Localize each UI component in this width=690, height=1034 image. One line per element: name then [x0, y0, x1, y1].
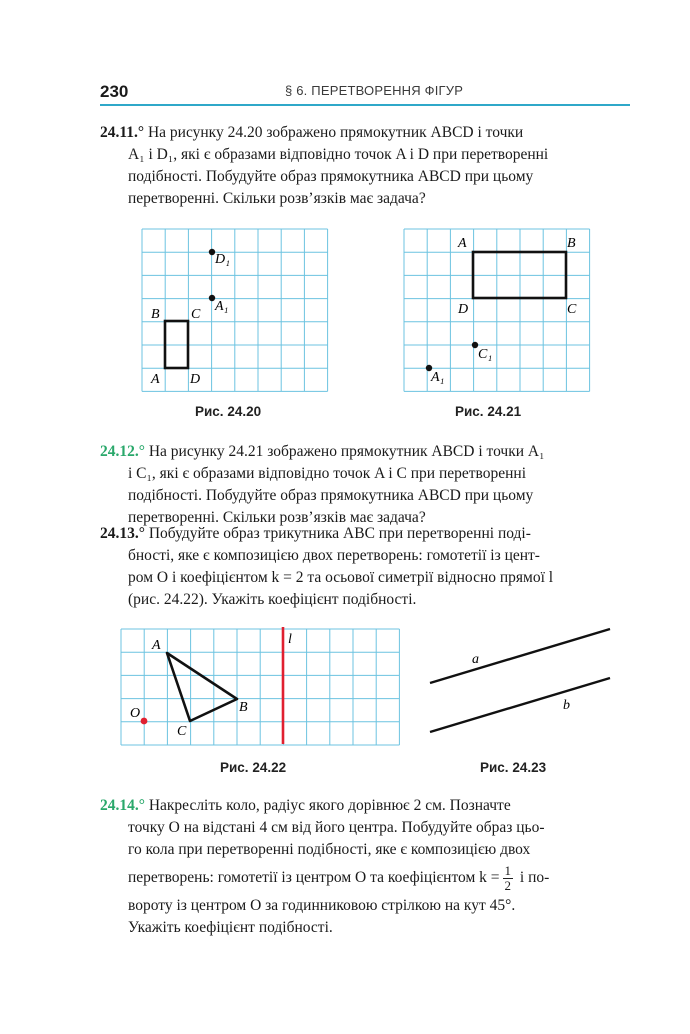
- label-d1: D₁: [215, 252, 230, 267]
- figure-24-21: [403, 225, 603, 400]
- problem-text-line: го кола при перетворенні подібності, яке є композицією двох: [128, 841, 531, 858]
- problem-text-line: Укажіть коефіцієнт подібності.: [128, 919, 333, 936]
- problem-24-13: [100, 523, 630, 611]
- caption-24-23: Рис. 24.23: [480, 760, 547, 775]
- problem-text-line: і C₁, які є образами відповідно точок A і C при перетворенні: [128, 465, 527, 482]
- label-a1: A₁: [215, 299, 229, 314]
- line-b: [430, 678, 610, 732]
- label-a1: A₁: [431, 370, 445, 385]
- problem-text-line: Побудуйте образ трикутника ABC при перетворенні поді-: [148, 525, 531, 542]
- grid: [121, 629, 399, 745]
- caption-24-22: Рис. 24.22: [220, 760, 287, 775]
- page-header: [100, 78, 630, 106]
- problem-24-14: [100, 795, 630, 939]
- label-c: C: [191, 307, 201, 322]
- problem-text-line: перетворенні. Скільки розв’язків має задача?: [128, 509, 426, 526]
- header-rule: [100, 104, 630, 106]
- figure-24-22: [120, 627, 402, 749]
- label-b: B: [151, 307, 160, 322]
- problem-text-line: ром O і коефіцієнтом k = 2 та осьової симетрії відносно прямої l: [128, 569, 554, 586]
- label-l: l: [288, 632, 292, 647]
- label-d: D: [458, 302, 469, 317]
- figure-24-23: [420, 620, 620, 745]
- problem-text-line-fraction: [100, 861, 630, 895]
- problem-text-segment: і по-: [519, 869, 550, 886]
- problem-text-line: точку O на відстані 4 см від його центра. Побудуйте образ цьо-: [128, 819, 545, 836]
- caption-24-21: Рис. 24.21: [455, 404, 522, 419]
- problem-number: 24.11.°: [100, 124, 145, 141]
- problem-text-line: (рис. 24.22). Укажіть коефіцієнт подібності.: [128, 591, 417, 608]
- label-b: B: [567, 236, 576, 251]
- label-b: b: [563, 698, 570, 713]
- label-o: O: [130, 706, 141, 721]
- problem-text-line: На рисунку 24.20 зображено прямокутник ABCD і точки: [147, 124, 524, 141]
- problem-text-line: A₁ і D₁, які є образами відповідно точок A і D при перетворенні: [128, 146, 549, 163]
- problem-number: 24.12.°: [100, 443, 145, 460]
- triangle-abc: [167, 653, 237, 721]
- problem-text-line: перетворенні. Скільки розв’язків має задача?: [128, 190, 426, 207]
- label-a: A: [151, 372, 160, 387]
- problem-text-line: подібності. Побудуйте образ прямокутника ABCD при цьому: [128, 168, 534, 185]
- label-b: B: [239, 700, 248, 715]
- label-d: D: [190, 372, 201, 387]
- label-a: A: [458, 236, 467, 251]
- fraction-denominator: 2: [504, 877, 512, 893]
- fraction-numerator: 1: [504, 862, 512, 878]
- problem-text-line: вороту із центром O за годинниковою стрілкою на кут 45°.: [128, 897, 516, 914]
- section-title: § 6. ПЕРЕТВОРЕННЯ ФІГУР: [285, 83, 464, 98]
- label-c: C: [177, 724, 187, 739]
- problem-text-line: бності, яке є композицією двох перетворень: гомотетії із цент-: [128, 547, 540, 564]
- fraction-one-half: [503, 864, 514, 893]
- label-c1: C₁: [478, 347, 493, 362]
- problem-text-line: подібності. Побудуйте образ прямокутника ABCD при цьому: [128, 487, 534, 504]
- line-a: [430, 629, 610, 683]
- label-a: a: [472, 652, 479, 667]
- page-number: 230: [100, 82, 129, 101]
- figure-24-20: [135, 225, 335, 400]
- problem-text-line: Накресліть коло, радіус якого дорівнює 2 см. Позначте: [148, 797, 511, 814]
- problem-number: 24.14.°: [100, 797, 145, 814]
- caption-24-20: Рис. 24.20: [195, 404, 262, 419]
- problem-text-line: На рисунку 24.21 зображено прямокутник ABCD і точки A₁: [148, 443, 545, 460]
- problem-text-segment: перетворень: гомотетії із центром O та коефіцієнтом k =: [128, 869, 500, 886]
- label-c: C: [567, 302, 577, 317]
- label-a: A: [152, 638, 161, 653]
- point-o: [141, 718, 148, 725]
- problem-24-12: [100, 441, 630, 529]
- problem-24-11: [100, 122, 630, 210]
- problem-number: 24.13.°: [100, 525, 145, 542]
